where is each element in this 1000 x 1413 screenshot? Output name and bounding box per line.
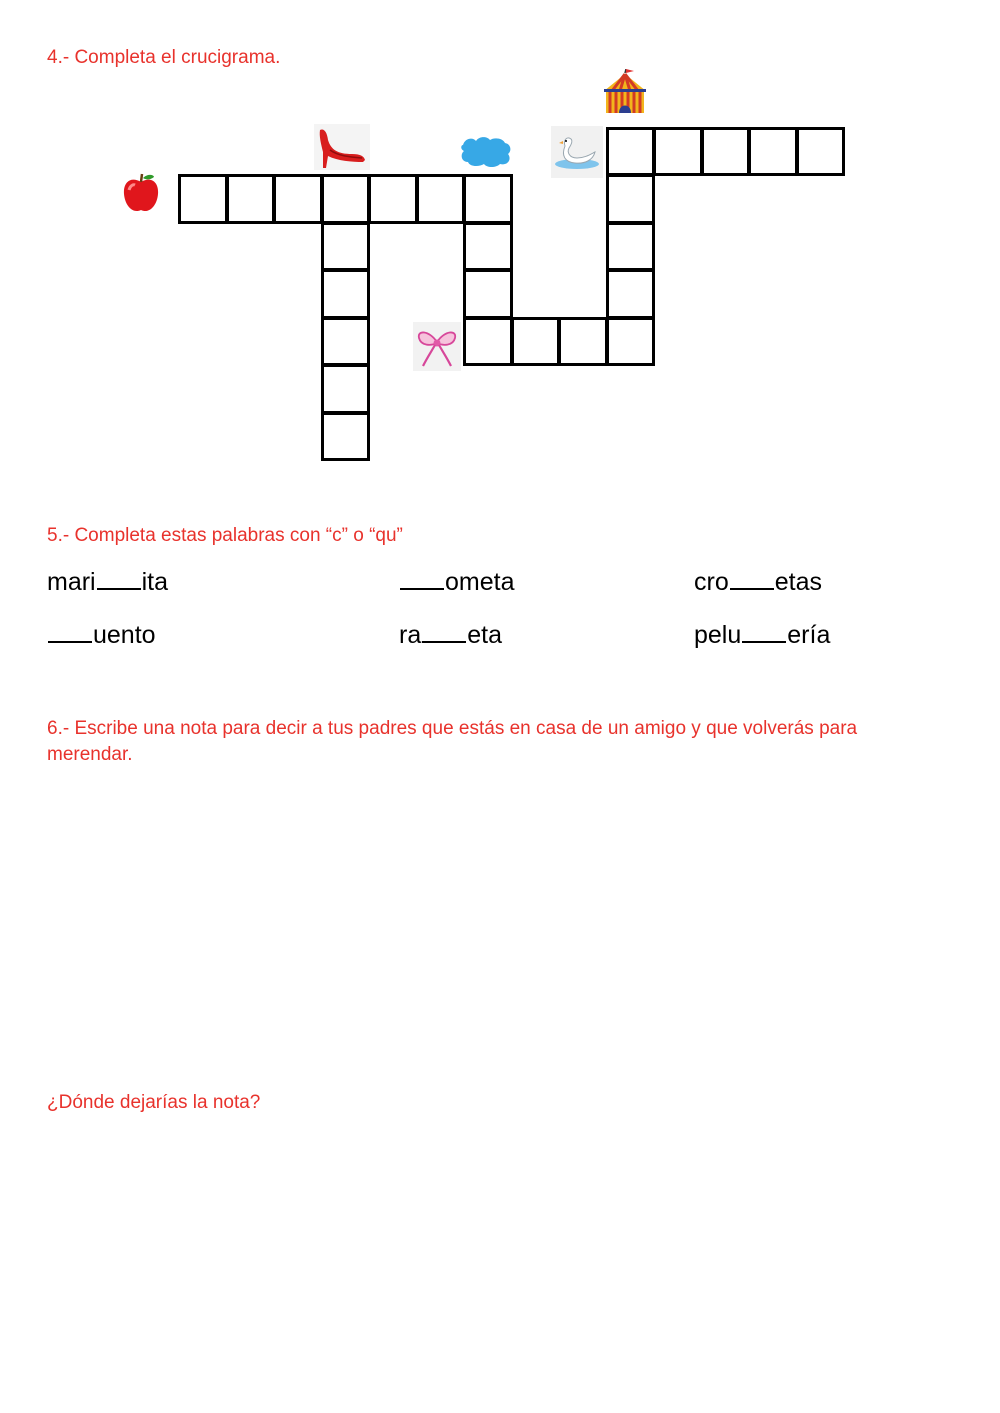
crossword-cell[interactable] — [463, 317, 513, 367]
section-6-title: 6.- Escribe una nota para decir a tus padres que estás en casa de un amigo y que volverás para merendar. — [47, 718, 858, 765]
note-answer-area[interactable] — [47, 780, 953, 1080]
word-start: ra — [399, 621, 422, 649]
fill-word — [399, 621, 502, 650]
answer-blank[interactable] — [48, 621, 92, 643]
note-location-answer-area[interactable] — [47, 1130, 953, 1370]
crossword-cell[interactable] — [463, 174, 513, 224]
crossword-cell[interactable] — [321, 222, 371, 272]
word-end: etas — [774, 568, 822, 596]
fill-word — [694, 621, 830, 650]
crossword-cell[interactable] — [748, 127, 798, 177]
answer-blank[interactable] — [742, 621, 786, 643]
section-5-title: 5.- Completa estas palabras con “c” o “qu” — [47, 525, 403, 546]
crossword-cell[interactable] — [368, 174, 418, 224]
apple-icon — [121, 172, 161, 216]
crossword-cell[interactable] — [606, 317, 656, 367]
crossword-cell[interactable] — [558, 317, 608, 367]
fill-word — [399, 568, 514, 597]
crossword-cell[interactable] — [273, 174, 323, 224]
word-end: ita — [141, 568, 169, 596]
crossword-cell[interactable] — [701, 127, 751, 177]
crossword-cell[interactable] — [463, 269, 513, 319]
crossword-cell[interactable] — [606, 222, 656, 272]
fill-word — [694, 568, 822, 597]
section-4-title: 4.- Completa el crucigrama. — [47, 47, 281, 68]
note-location-question: ¿Dónde dejarías la nota? — [47, 1092, 261, 1113]
word-end: eta — [467, 621, 502, 649]
crossword-cell[interactable] — [416, 174, 466, 224]
crossword-cell[interactable] — [321, 412, 371, 462]
word-end: ometa — [445, 568, 515, 596]
swan-icon — [551, 126, 603, 178]
high-heel-icon — [314, 124, 370, 170]
crossword-cell[interactable] — [321, 174, 371, 224]
fill-word — [47, 568, 168, 597]
word-start: cro — [694, 568, 729, 596]
answer-blank[interactable] — [400, 568, 444, 590]
crossword-cell[interactable] — [178, 174, 228, 224]
crossword-cell[interactable] — [226, 174, 276, 224]
bow-icon — [413, 322, 461, 371]
crossword-cell[interactable] — [463, 222, 513, 272]
crossword-cell[interactable] — [606, 269, 656, 319]
crossword-cell[interactable] — [321, 364, 371, 414]
circus-tent-icon — [600, 69, 650, 116]
crossword-cell[interactable] — [606, 174, 656, 224]
word-end: ería — [787, 621, 831, 649]
fill-word — [47, 621, 156, 650]
crossword-cell[interactable] — [511, 317, 561, 367]
crossword-cell[interactable] — [606, 127, 656, 177]
answer-blank[interactable] — [422, 621, 466, 643]
crossword-cell[interactable] — [653, 127, 703, 177]
crossword-cell[interactable] — [796, 127, 846, 177]
word-start: mari — [47, 568, 96, 596]
answer-blank[interactable] — [97, 568, 141, 590]
crossword-cell[interactable] — [321, 269, 371, 319]
answer-blank[interactable] — [730, 568, 774, 590]
word-start: pelu — [694, 621, 742, 649]
word-end: uento — [93, 621, 156, 649]
crossword-cell[interactable] — [321, 317, 371, 367]
blue-cloud-icon — [459, 135, 513, 168]
